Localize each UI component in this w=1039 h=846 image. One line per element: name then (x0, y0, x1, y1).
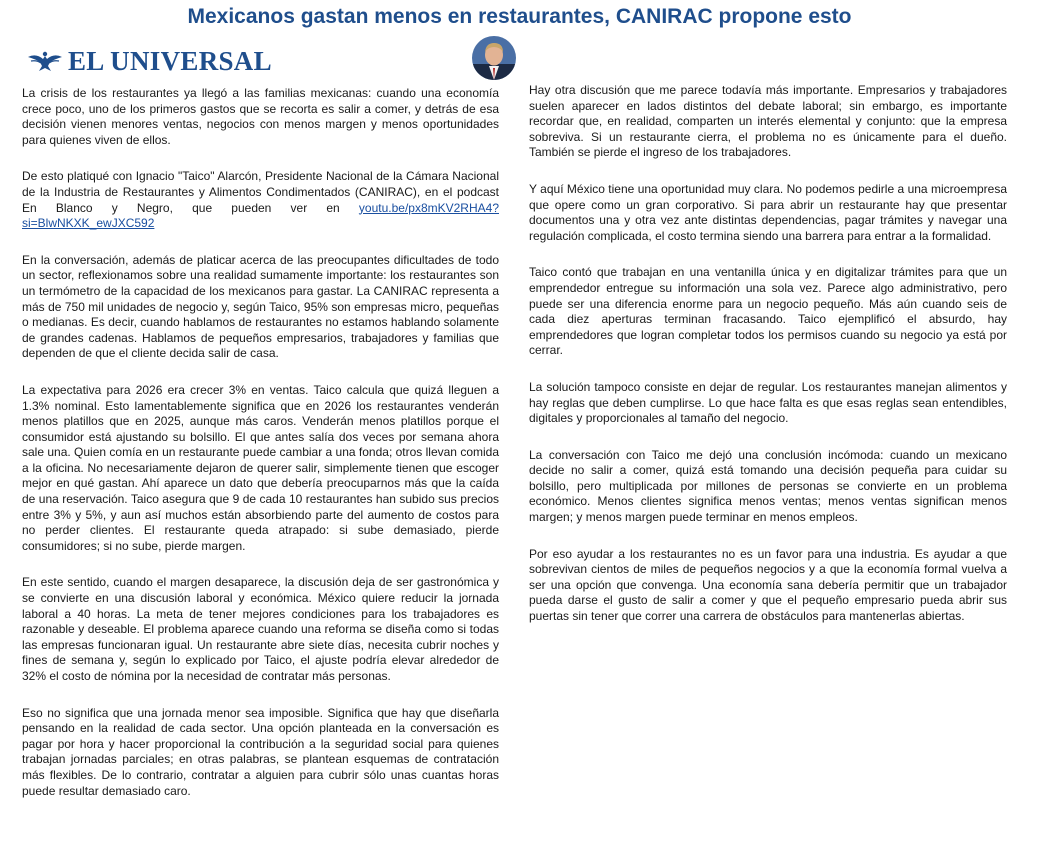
paragraph: En este sentido, cuando el margen desaparece, la discusión deja de ser gastronómica y se convierte en una discusión laboral y económica. México quiere reducir la jornada laboral a 40 horas. La meta de tener mejores condiciones para los trabajadores es razonable y deseable. El problema aparece cuando una reforma se diseña como si todas las empresas funcionaran igual. Un restaurante abre siete días, necesita cubrir noches y fines de semana y, según lo explicado por Taico, el ajuste podría elevar alrededor de 32% el costo de nómina por la necesidad de contratar más personas. (22, 575, 499, 683)
author-photo-icon (472, 36, 516, 80)
paragraph: En la conversación, además de platicar acerca de las preocupantes dificultades de todo un sector, reflexionamos sobre una realidad sumamente importante: los restaurantes son un termómetro de la capacidad de los mexicanos para gastar. La CANIRAC representa a más de 750 mil unidades de negocio y, según Taico, 95% son empresas micro, pequeñas o medianas. Es decir, cuando hablamos de restaurantes no estamos hablando solamente de grandes cadenas. Hablamos de pequeños empresarios, trabajadores y familias que dependen de que el cliente decida salir de casa. (22, 252, 499, 361)
paragraph: La expectativa para 2026 era crecer 3% en ventas. Taico calcula que quizá lleguen a 1.3% nominal. Esto lamentablemente significa que en 2026 los restaurantes venderán menos platillos que en 2025, aunque más caros. Venderán menos platillos porque el consumidor está ajustando su bolsillo. El que antes salía dos veces por semana ahora sale una. Quien comía en un restaurante puede cambiar a una fonda; otros llevan comida a la oficina. No necesariamente dejaron de querer salir, simplemente tienen que escoger mejor en qué gastan. Ahí aparece un dato que debería preocuparnos más que la caída de una reservación. Taico asegura que 9 de cada 10 restaurantes han subido sus precios entre 3% y 5%, y aun así muchos están absorbiendo parte del aumento de costos para no perder clientes. El restaurante queda atrapado: si sube demasiado, pierde consumidores; si no sube, pierde margen. (22, 382, 499, 553)
eagle-icon (26, 47, 64, 77)
podcast-link[interactable]: youtu.be/px8mKV2RHA4?si=BlwNKXK_ewJXC592 (22, 200, 499, 231)
masthead (26, 46, 272, 77)
paragraph: Y aquí México tiene una oportunidad muy clara. No podemos pedirle a una microempresa que opere como un gran corporativo. Si para abrir un restaurante hay que presentar documentos una y otra vez ante distintas dependencias, pagar trámites y navegar una regulación complicada, el costo termina siendo una barrera para entrar a la formalidad. (529, 181, 1007, 243)
headline: Mexicanos gastan menos en restaurantes, CANIRAC propone esto (187, 5, 852, 28)
paragraph: Taico contó que trabajan en una ventanilla única y en digitalizar trámites para que un emprendedor entregue su información una sola vez. Parece algo administrativo, pero puede ser una diferencia enorme para un negocio pequeño. Más aún cuando seis de cada diez aperturas terminan fracasando. Taico ejemplificó el absurdo, hay emprendedores que logran completar todos los permisos cuando su negocio ya está por cerrar. (529, 265, 1007, 358)
paragraph: Por eso ayudar a los restaurantes no es un favor para una industria. Es ayudar a que sobrevivan cientos de miles de pequeños negocios y a que la economía formal vuelva a ser una opción que convenga. Una economía sana debería permitir que un trabajador pueda darse el gusto de salir a comer y que el pequeño empresario pueda abrir sus puertas sin tener que correr una carrera de obstáculos para mantenerlas abiertas. (529, 546, 1007, 624)
masthead-name: EL UNIVERSAL (68, 46, 272, 76)
left-column (22, 86, 499, 820)
paragraph-text: De esto platiqué con Ignacio "Taico" Alarcón, Presidente Nacional de la Cámara Nacional de la Industria de Restaurantes y Alimentos Condimentados (CANIRAC), en el podcast En Blanco y Negro, que pueden ver en (22, 169, 499, 215)
paragraph: La crisis de los restaurantes ya llegó a las familias mexicanas: cuando una economía crece poco, uno de los primeros gastos que se recorta es salir a comer, y detrás de esa decisión vienen menores ventas, negocios con menos margen y menos oportunidades para quienes viven de ellos. (22, 86, 499, 147)
paragraph: Hay otra discusión que me parece todavía más importante. Empresarios y trabajadores suelen aparecer en lados distintos del debate laboral; sin embargo, es importante recordar que, en realidad, comparten un interés elemental y conjunto: que la empresa sobreviva. Si un restaurante cierra, el problema no es únicamente para el dueño. También se pierde el ingreso de los trabajadores. (529, 83, 1007, 160)
right-column (529, 83, 1007, 646)
author-avatar (472, 36, 516, 80)
paragraph: Eso no significa que una jornada menor sea imposible. Significa que hay que diseñarla pensando en la realidad de cada sector. Una opción planteada en la conversación es pagar por hora y hacer proporcional la contribución a la seguridad social para quienes trabajan jornadas parciales; en otras palabras, se plantean esquemas de contratación más flexibles. De lo contrario, contratar a alguien para cubrir sólo unas cuantas horas puede resultar demasiado caro. (22, 705, 499, 798)
paragraph: La conversación con Taico me dejó una conclusión incómoda: cuando un mexicano decide no salir a comer, quizá está tomando una decisión pequeña para cuidar su bolsillo, pero multiplicada por millones de personas se convierte en un problema económico. Menos clientes significa menos ventas; menos ventas significan menos margen; y menos margen puede terminar en menos empleos. (529, 447, 1007, 525)
paragraph: La solución tampoco consiste en dejar de regular. Los restaurantes manejan alimentos y hay reglas que deben cumplirse. Lo que hace falta es que esas reglas sean entendibles, digitales y proporcionales al tamaño del negocio. (529, 379, 1007, 426)
paragraph (22, 169, 499, 231)
